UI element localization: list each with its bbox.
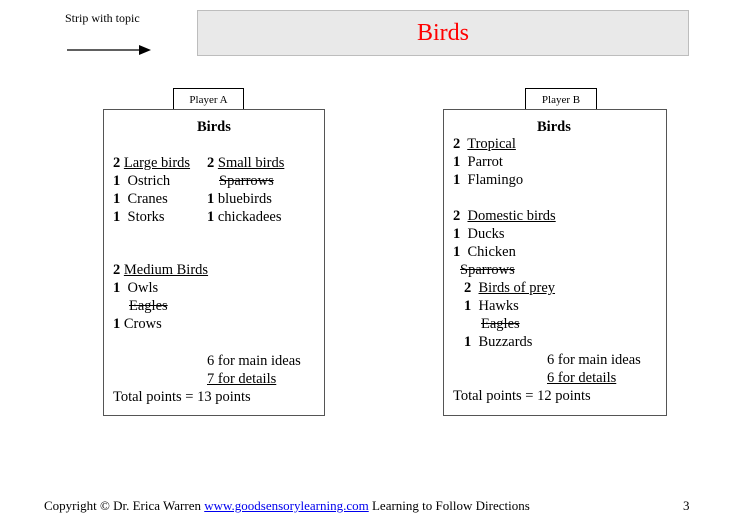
main-ideas-score: 6 for main ideas [207,353,301,369]
list-item: 1 Crows [113,316,162,332]
list-item: 1 Flamingo [453,172,524,188]
page-number: 3 [683,498,690,513]
footer-title: Learning to Follow Directions [371,498,530,513]
arrow-right-icon [67,44,151,56]
list-item: 1 Storks [113,209,165,225]
list-item: 1 Ducks [453,226,505,242]
player-b-tab: Player B [525,88,597,110]
crossed-item: Sparrows [460,262,515,278]
group-header: 2 Tropical [453,136,516,152]
player-a-tab: Player A [173,88,244,110]
group-header: 2 Small birds [207,155,285,171]
card-title: Birds [197,119,231,135]
website-link[interactable]: www.goodsensorylearning.com [204,498,369,513]
list-item: 1 Buzzards [464,334,533,350]
list-item: 1 bluebirds [207,191,272,207]
total-points: Total points = 12 points [453,388,591,404]
player-a-card [103,109,325,416]
list-item: 1 Chicken [453,244,516,260]
group-header: 2 Domestic birds [453,208,556,224]
list-item: 1 Ostrich [113,173,171,189]
list-item: 1 Parrot [453,154,503,170]
topic-title: Birds [416,19,469,46]
list-item: 1 chickadees [207,209,282,225]
list-item: 1 Cranes [113,191,168,207]
group-header: 2 Large birds [113,155,191,171]
total-points: Total points = 13 points [113,389,251,405]
main-ideas-score: 6 for main ideas [547,352,641,368]
strip-label: Strip with topic [65,11,140,25]
crossed-item: Eagles [481,316,520,332]
crossed-item: Sparrows [219,173,274,189]
list-item: 1 Owls [113,280,159,296]
player-b-card [443,109,667,416]
card-title: Birds [537,119,571,135]
details-score: 6 for details [547,370,617,386]
copyright-text: Copyright © Dr. Erica Warren [44,498,201,513]
crossed-item: Eagles [129,298,168,314]
list-item: 1 Hawks [464,298,519,314]
group-header: 2 Medium Birds [113,262,209,278]
footer [44,498,530,514]
topic-strip [197,10,689,56]
group-header: 2 Birds of prey [464,280,556,296]
details-score: 7 for details [207,371,277,387]
